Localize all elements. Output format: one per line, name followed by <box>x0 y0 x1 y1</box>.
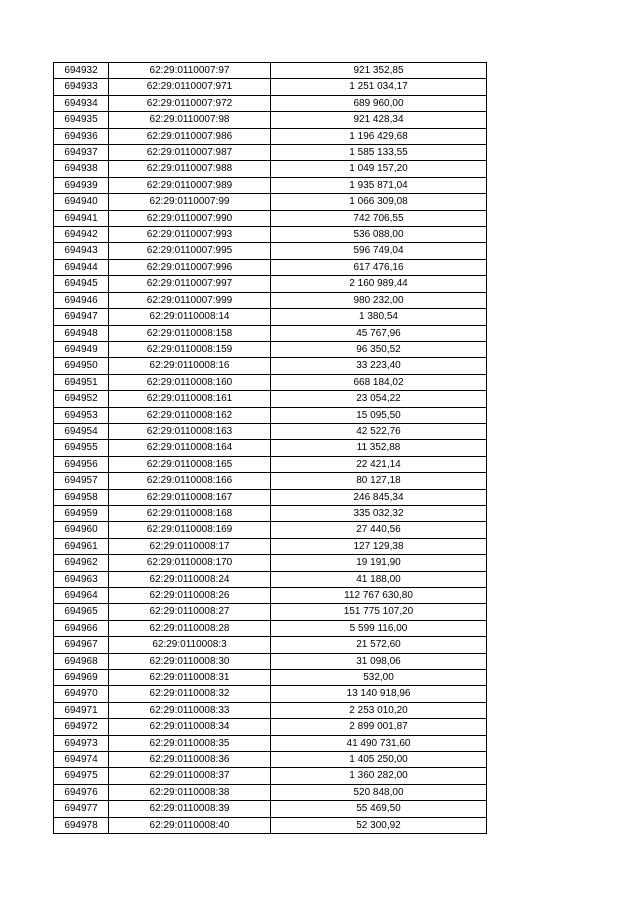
row-number-cell: 694970 <box>54 686 109 702</box>
table-row <box>54 686 487 702</box>
table-row <box>54 145 487 161</box>
table-row <box>54 768 487 784</box>
cadastral-value-cell: 2 899 001,87 <box>271 719 487 735</box>
table-row <box>54 325 487 341</box>
table-row <box>54 309 487 325</box>
cadastral-value-cell: 335 032,32 <box>271 505 487 521</box>
cadastral-value-cell: 532,00 <box>271 670 487 686</box>
cadastral-number-cell: 62:29:0110007:988 <box>109 161 271 177</box>
cadastral-value-cell: 1 380,54 <box>271 309 487 325</box>
row-number-cell: 694958 <box>54 489 109 505</box>
table-row <box>54 79 487 95</box>
table-row <box>54 670 487 686</box>
cadastral-value-cell: 5 599 116,00 <box>271 620 487 636</box>
cadastral-number-cell: 62:29:0110008:32 <box>109 686 271 702</box>
table-row <box>54 784 487 800</box>
cadastral-value-cell: 1 585 133,55 <box>271 145 487 161</box>
cadastral-number-cell: 62:29:0110008:36 <box>109 752 271 768</box>
table-row <box>54 719 487 735</box>
row-number-cell: 694977 <box>54 801 109 817</box>
table-row <box>54 63 487 79</box>
cadastral-number-cell: 62:29:0110007:972 <box>109 95 271 111</box>
row-number-cell: 694948 <box>54 325 109 341</box>
row-number-cell: 694957 <box>54 473 109 489</box>
cadastral-number-cell: 62:29:0110008:30 <box>109 653 271 669</box>
cadastral-value-cell: 41 490 731,60 <box>271 735 487 751</box>
cadastral-number-cell: 62:29:0110007:99 <box>109 194 271 210</box>
cadastral-value-cell: 19 191,90 <box>271 555 487 571</box>
cadastral-value-cell: 23 054,22 <box>271 391 487 407</box>
cadastral-value-cell: 112 767 630,80 <box>271 588 487 604</box>
cadastral-value-cell: 536 088,00 <box>271 227 487 243</box>
cadastral-value-cell: 27 440,56 <box>271 522 487 538</box>
table-row <box>54 259 487 275</box>
table-body <box>54 63 487 834</box>
table-row <box>54 128 487 144</box>
cadastral-number-cell: 62:29:0110008:26 <box>109 588 271 604</box>
table-row <box>54 571 487 587</box>
cadastral-number-cell: 62:29:0110008:38 <box>109 784 271 800</box>
cadastral-value-cell: 127 129,38 <box>271 538 487 554</box>
table-row <box>54 489 487 505</box>
table-row <box>54 588 487 604</box>
cadastral-number-cell: 62:29:0110008:165 <box>109 456 271 472</box>
cadastral-number-cell: 62:29:0110008:158 <box>109 325 271 341</box>
cadastral-number-cell: 62:29:0110008:17 <box>109 538 271 554</box>
table-row <box>54 374 487 390</box>
cadastral-value-cell: 2 160 989,44 <box>271 276 487 292</box>
cadastral-value-cell: 11 352,88 <box>271 440 487 456</box>
cadastral-number-cell: 62:29:0110008:167 <box>109 489 271 505</box>
table-row <box>54 407 487 423</box>
row-number-cell: 694936 <box>54 128 109 144</box>
row-number-cell: 694969 <box>54 670 109 686</box>
cadastral-value-cell: 42 522,76 <box>271 423 487 439</box>
table-row <box>54 292 487 308</box>
table-row <box>54 161 487 177</box>
row-number-cell: 694974 <box>54 752 109 768</box>
table-row <box>54 177 487 193</box>
table-row <box>54 95 487 111</box>
cadastral-value-cell: 1 935 871,04 <box>271 177 487 193</box>
table-row <box>54 637 487 653</box>
cadastral-value-cell: 1 405 250,00 <box>271 752 487 768</box>
cadastral-value-cell: 921 428,34 <box>271 112 487 128</box>
table-row <box>54 112 487 128</box>
cadastral-value-cell: 689 960,00 <box>271 95 487 111</box>
row-number-cell: 694945 <box>54 276 109 292</box>
row-number-cell: 694935 <box>54 112 109 128</box>
row-number-cell: 694976 <box>54 784 109 800</box>
row-number-cell: 694946 <box>54 292 109 308</box>
table-row <box>54 702 487 718</box>
cadastral-value-cell: 96 350,52 <box>271 341 487 357</box>
cadastral-value-cell: 1 066 309,08 <box>271 194 487 210</box>
row-number-cell: 694968 <box>54 653 109 669</box>
cadastral-number-cell: 62:29:0110007:986 <box>109 128 271 144</box>
row-number-cell: 694932 <box>54 63 109 79</box>
cadastral-value-table <box>53 62 487 834</box>
cadastral-value-cell: 520 848,00 <box>271 784 487 800</box>
cadastral-number-cell: 62:29:0110007:999 <box>109 292 271 308</box>
cadastral-value-cell: 45 767,96 <box>271 325 487 341</box>
table-row <box>54 423 487 439</box>
table-row <box>54 653 487 669</box>
cadastral-value-cell: 596 749,04 <box>271 243 487 259</box>
row-number-cell: 694947 <box>54 309 109 325</box>
table-row <box>54 440 487 456</box>
row-number-cell: 694956 <box>54 456 109 472</box>
cadastral-value-cell: 1 196 429,68 <box>271 128 487 144</box>
table-row <box>54 505 487 521</box>
cadastral-number-cell: 62:29:0110008:160 <box>109 374 271 390</box>
cadastral-value-cell: 980 232,00 <box>271 292 487 308</box>
table-row <box>54 620 487 636</box>
table-row <box>54 801 487 817</box>
cadastral-value-cell: 742 706,55 <box>271 210 487 226</box>
row-number-cell: 694964 <box>54 588 109 604</box>
cadastral-number-cell: 62:29:0110008:39 <box>109 801 271 817</box>
table-row <box>54 227 487 243</box>
cadastral-value-cell: 1 360 282,00 <box>271 768 487 784</box>
cadastral-number-cell: 62:29:0110007:989 <box>109 177 271 193</box>
table-row <box>54 358 487 374</box>
cadastral-number-cell: 62:29:0110007:971 <box>109 79 271 95</box>
table-row <box>54 473 487 489</box>
table-row <box>54 276 487 292</box>
row-number-cell: 694939 <box>54 177 109 193</box>
cadastral-value-cell: 21 572,60 <box>271 637 487 653</box>
cadastral-value-cell: 921 352,85 <box>271 63 487 79</box>
table-row <box>54 538 487 554</box>
cadastral-number-cell: 62:29:0110007:996 <box>109 259 271 275</box>
cadastral-number-cell: 62:29:0110007:995 <box>109 243 271 259</box>
cadastral-value-cell: 1 251 034,17 <box>271 79 487 95</box>
table-row <box>54 555 487 571</box>
cadastral-number-cell: 62:29:0110008:37 <box>109 768 271 784</box>
cadastral-number-cell: 62:29:0110008:16 <box>109 358 271 374</box>
cadastral-number-cell: 62:29:0110008:3 <box>109 637 271 653</box>
cadastral-number-cell: 62:29:0110008:162 <box>109 407 271 423</box>
row-number-cell: 694972 <box>54 719 109 735</box>
cadastral-number-cell: 62:29:0110008:24 <box>109 571 271 587</box>
cadastral-number-cell: 62:29:0110007:987 <box>109 145 271 161</box>
row-number-cell: 694965 <box>54 604 109 620</box>
cadastral-number-cell: 62:29:0110008:31 <box>109 670 271 686</box>
cadastral-number-cell: 62:29:0110008:170 <box>109 555 271 571</box>
cadastral-number-cell: 62:29:0110008:40 <box>109 817 271 833</box>
table-row <box>54 456 487 472</box>
row-number-cell: 694953 <box>54 407 109 423</box>
cadastral-value-cell: 31 098,06 <box>271 653 487 669</box>
cadastral-number-cell: 62:29:0110008:164 <box>109 440 271 456</box>
table-row <box>54 604 487 620</box>
row-number-cell: 694938 <box>54 161 109 177</box>
table-row <box>54 341 487 357</box>
row-number-cell: 694973 <box>54 735 109 751</box>
cadastral-value-cell: 55 469,50 <box>271 801 487 817</box>
cadastral-number-cell: 62:29:0110008:168 <box>109 505 271 521</box>
row-number-cell: 694951 <box>54 374 109 390</box>
row-number-cell: 694962 <box>54 555 109 571</box>
row-number-cell: 694975 <box>54 768 109 784</box>
row-number-cell: 694937 <box>54 145 109 161</box>
row-number-cell: 694971 <box>54 702 109 718</box>
row-number-cell: 694959 <box>54 505 109 521</box>
row-number-cell: 694942 <box>54 227 109 243</box>
row-number-cell: 694967 <box>54 637 109 653</box>
cadastral-value-cell: 246 845,34 <box>271 489 487 505</box>
cadastral-number-cell: 62:29:0110008:35 <box>109 735 271 751</box>
row-number-cell: 694966 <box>54 620 109 636</box>
row-number-cell: 694963 <box>54 571 109 587</box>
row-number-cell: 694944 <box>54 259 109 275</box>
row-number-cell: 694934 <box>54 95 109 111</box>
row-number-cell: 694978 <box>54 817 109 833</box>
row-number-cell: 694955 <box>54 440 109 456</box>
cadastral-value-cell: 2 253 010,20 <box>271 702 487 718</box>
table-row <box>54 194 487 210</box>
cadastral-number-cell: 62:29:0110008:34 <box>109 719 271 735</box>
cadastral-number-cell: 62:29:0110007:990 <box>109 210 271 226</box>
table-row <box>54 522 487 538</box>
cadastral-number-cell: 62:29:0110007:997 <box>109 276 271 292</box>
row-number-cell: 694949 <box>54 341 109 357</box>
row-number-cell: 694940 <box>54 194 109 210</box>
cadastral-number-cell: 62:29:0110007:97 <box>109 63 271 79</box>
cadastral-value-cell: 33 223,40 <box>271 358 487 374</box>
cadastral-value-cell: 151 775 107,20 <box>271 604 487 620</box>
cadastral-value-cell: 80 127,18 <box>271 473 487 489</box>
row-number-cell: 694950 <box>54 358 109 374</box>
row-number-cell: 694954 <box>54 423 109 439</box>
row-number-cell: 694952 <box>54 391 109 407</box>
row-number-cell: 694960 <box>54 522 109 538</box>
cadastral-number-cell: 62:29:0110007:98 <box>109 112 271 128</box>
cadastral-number-cell: 62:29:0110008:33 <box>109 702 271 718</box>
row-number-cell: 694961 <box>54 538 109 554</box>
table-row <box>54 735 487 751</box>
cadastral-number-cell: 62:29:0110008:169 <box>109 522 271 538</box>
cadastral-number-cell: 62:29:0110008:161 <box>109 391 271 407</box>
cadastral-number-cell: 62:29:0110008:28 <box>109 620 271 636</box>
table-row <box>54 243 487 259</box>
cadastral-number-cell: 62:29:0110008:166 <box>109 473 271 489</box>
cadastral-number-cell: 62:29:0110007:993 <box>109 227 271 243</box>
table-row <box>54 752 487 768</box>
cadastral-number-cell: 62:29:0110008:27 <box>109 604 271 620</box>
table-row <box>54 817 487 833</box>
cadastral-value-cell: 52 300,92 <box>271 817 487 833</box>
cadastral-number-cell: 62:29:0110008:163 <box>109 423 271 439</box>
cadastral-number-cell: 62:29:0110008:14 <box>109 309 271 325</box>
row-number-cell: 694933 <box>54 79 109 95</box>
cadastral-value-cell: 617 476,16 <box>271 259 487 275</box>
row-number-cell: 694943 <box>54 243 109 259</box>
cadastral-value-cell: 1 049 157,20 <box>271 161 487 177</box>
table-row <box>54 391 487 407</box>
cadastral-value-cell: 668 184,02 <box>271 374 487 390</box>
row-number-cell: 694941 <box>54 210 109 226</box>
cadastral-value-cell: 15 095,50 <box>271 407 487 423</box>
cadastral-value-cell: 22 421,14 <box>271 456 487 472</box>
cadastral-value-cell: 13 140 918,96 <box>271 686 487 702</box>
table-row <box>54 210 487 226</box>
cadastral-value-cell: 41 188,00 <box>271 571 487 587</box>
cadastral-number-cell: 62:29:0110008:159 <box>109 341 271 357</box>
